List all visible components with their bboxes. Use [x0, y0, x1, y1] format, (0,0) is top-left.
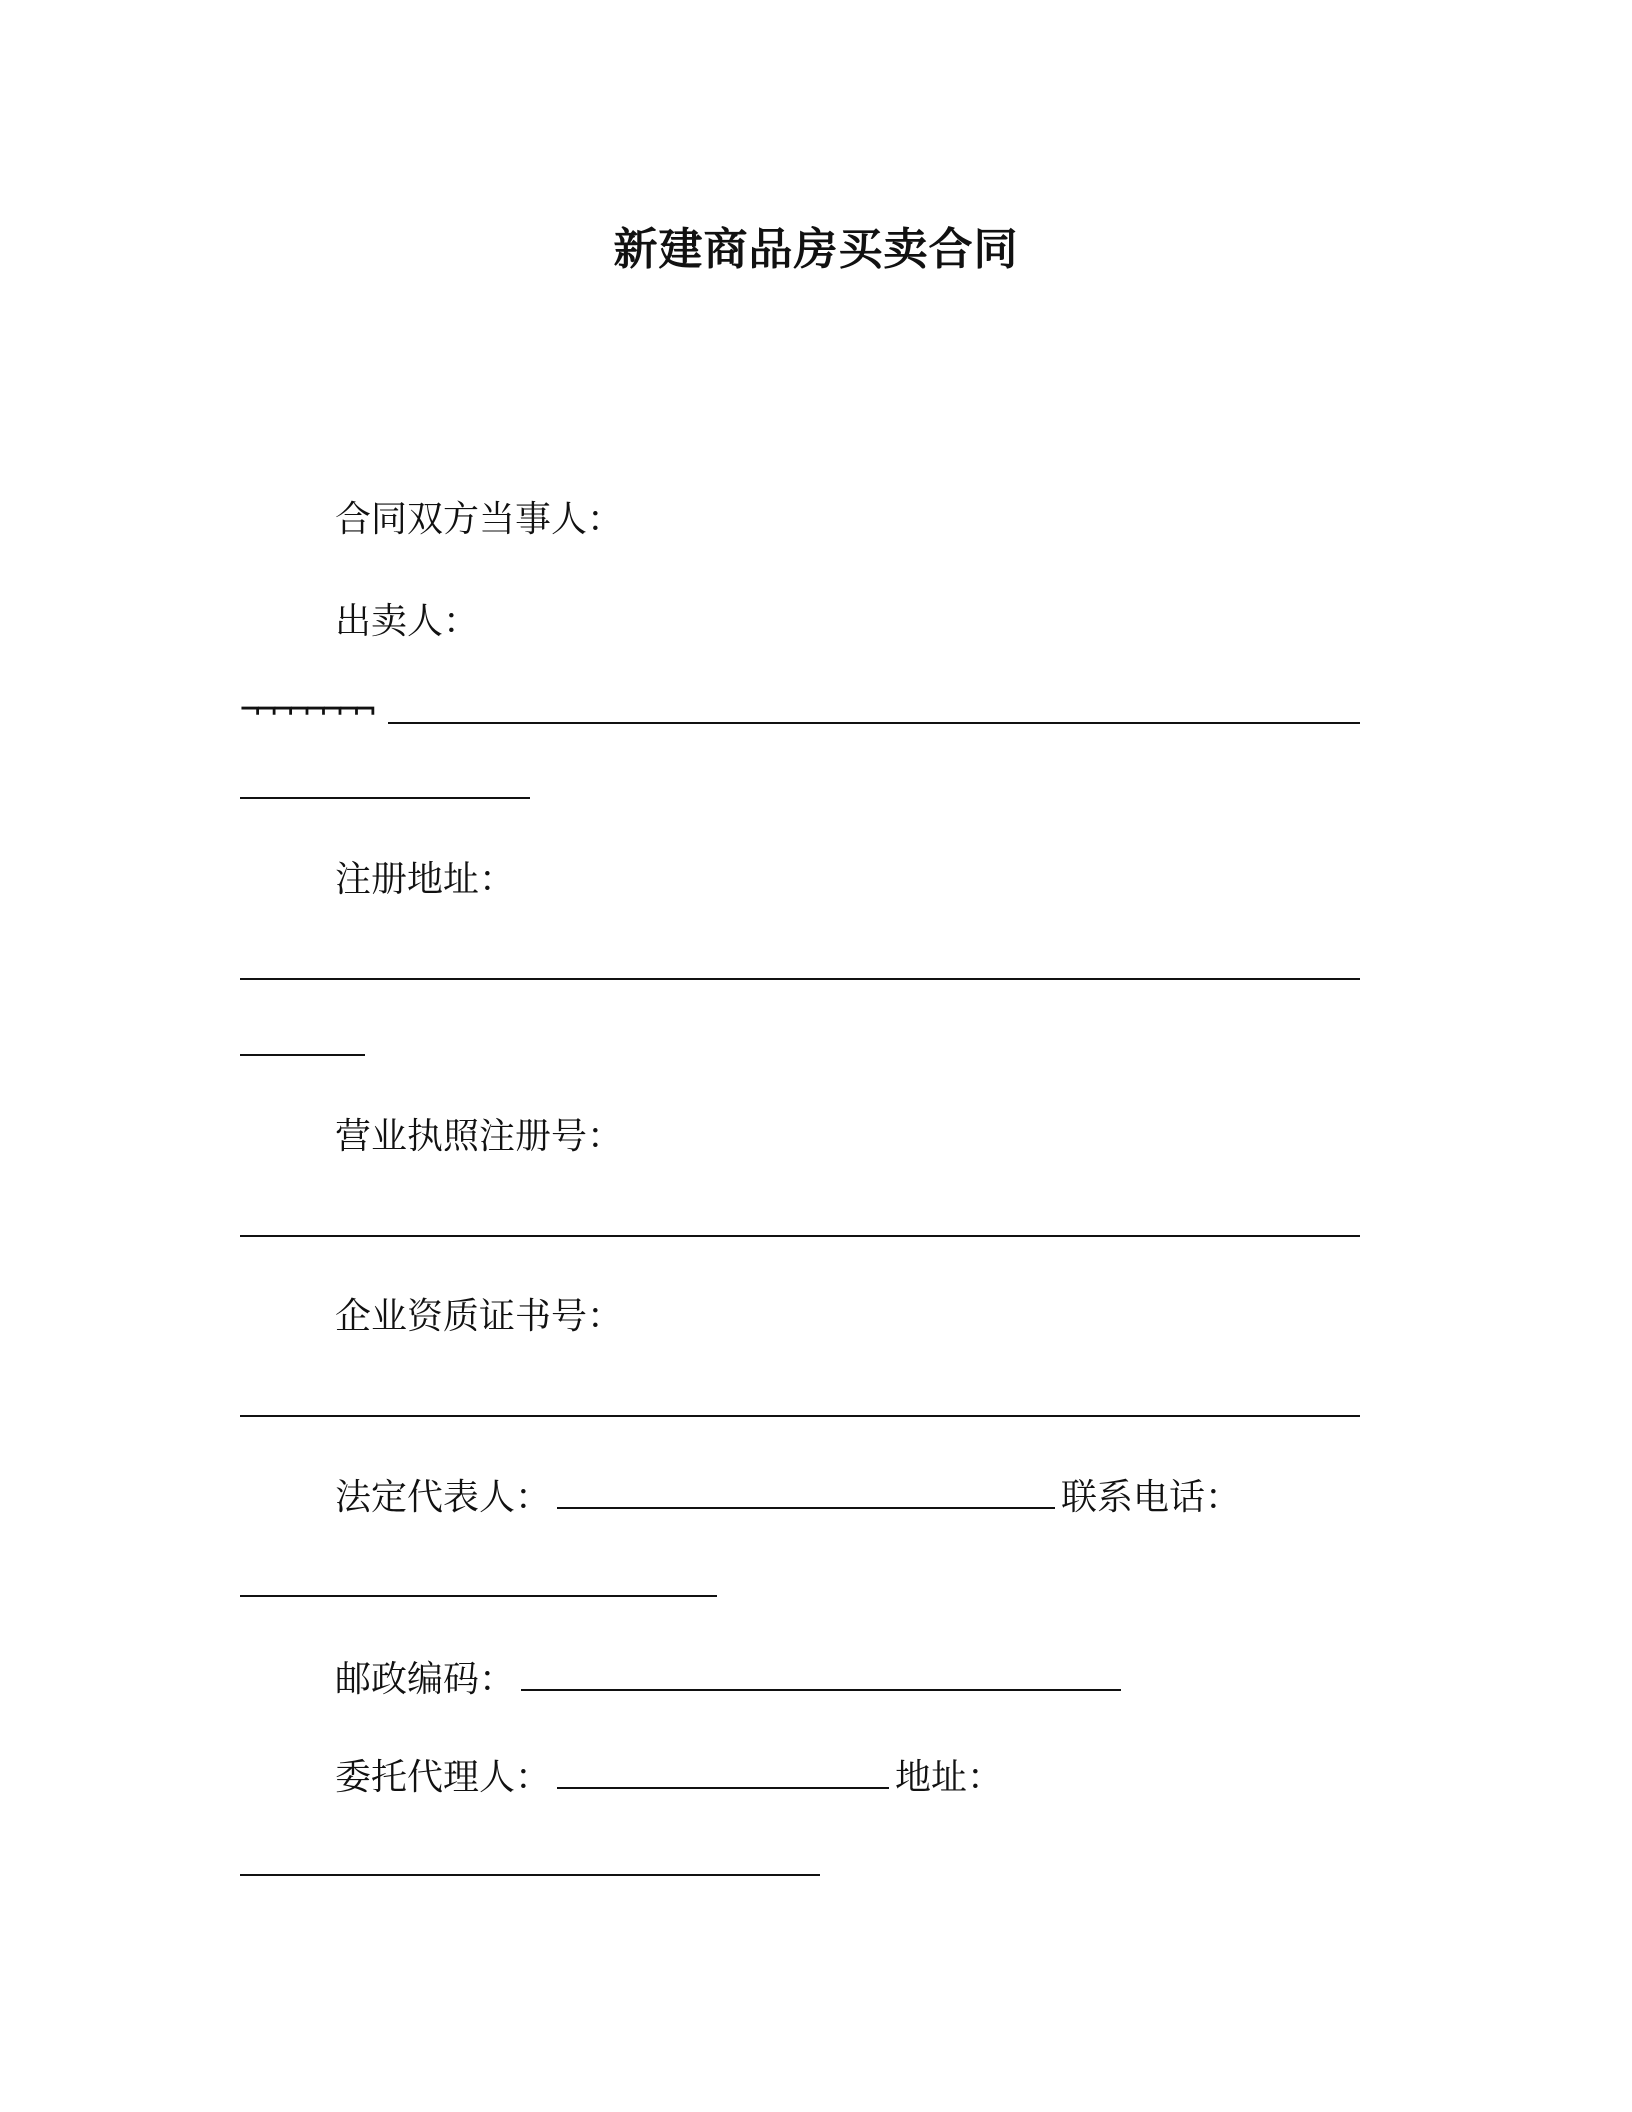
- qualification-cert-fill-rule: [240, 1415, 1360, 1417]
- legal-rep-label: 法定代表人：: [335, 1477, 552, 1518]
- contact-phone-fill-rule: [240, 1595, 717, 1597]
- postal-code-row: [335, 1655, 1127, 1705]
- postal-code-fill-rule: [521, 1655, 1121, 1691]
- registered-address-label: 注册地址：: [335, 859, 516, 900]
- agent-label: 委托代理人：: [335, 1757, 552, 1798]
- seller-fill-rule-continued: [240, 797, 530, 799]
- agent-row: [335, 1753, 1003, 1803]
- registered-address-fill-rule-continued: [240, 1054, 365, 1056]
- agent-fill-rule: [557, 1753, 889, 1789]
- contact-phone-label: 联系电话：: [1061, 1477, 1242, 1518]
- seller-marks: ¬¬¬¬¬¬¬¬: [240, 690, 372, 730]
- seller-label: 出卖人：: [335, 601, 480, 642]
- business-license-label: 营业执照注册号：: [335, 1116, 624, 1157]
- business-license-fill-rule: [240, 1235, 1360, 1237]
- seller-fill-rule: [388, 722, 1360, 724]
- agent-address-fill-rule: [240, 1874, 820, 1876]
- registered-address-fill-rule: [240, 978, 1360, 980]
- document-title: 新建商品房买卖合同: [613, 224, 1019, 275]
- qualification-cert-label: 企业资质证书号：: [335, 1296, 624, 1337]
- agent-address-label: 地址：: [895, 1757, 1004, 1798]
- legal-rep-fill-rule: [557, 1473, 1055, 1509]
- postal-code-label: 邮政编码：: [335, 1659, 516, 1700]
- parties-heading: 合同双方当事人：: [335, 499, 624, 540]
- legal-rep-row: [335, 1473, 1241, 1523]
